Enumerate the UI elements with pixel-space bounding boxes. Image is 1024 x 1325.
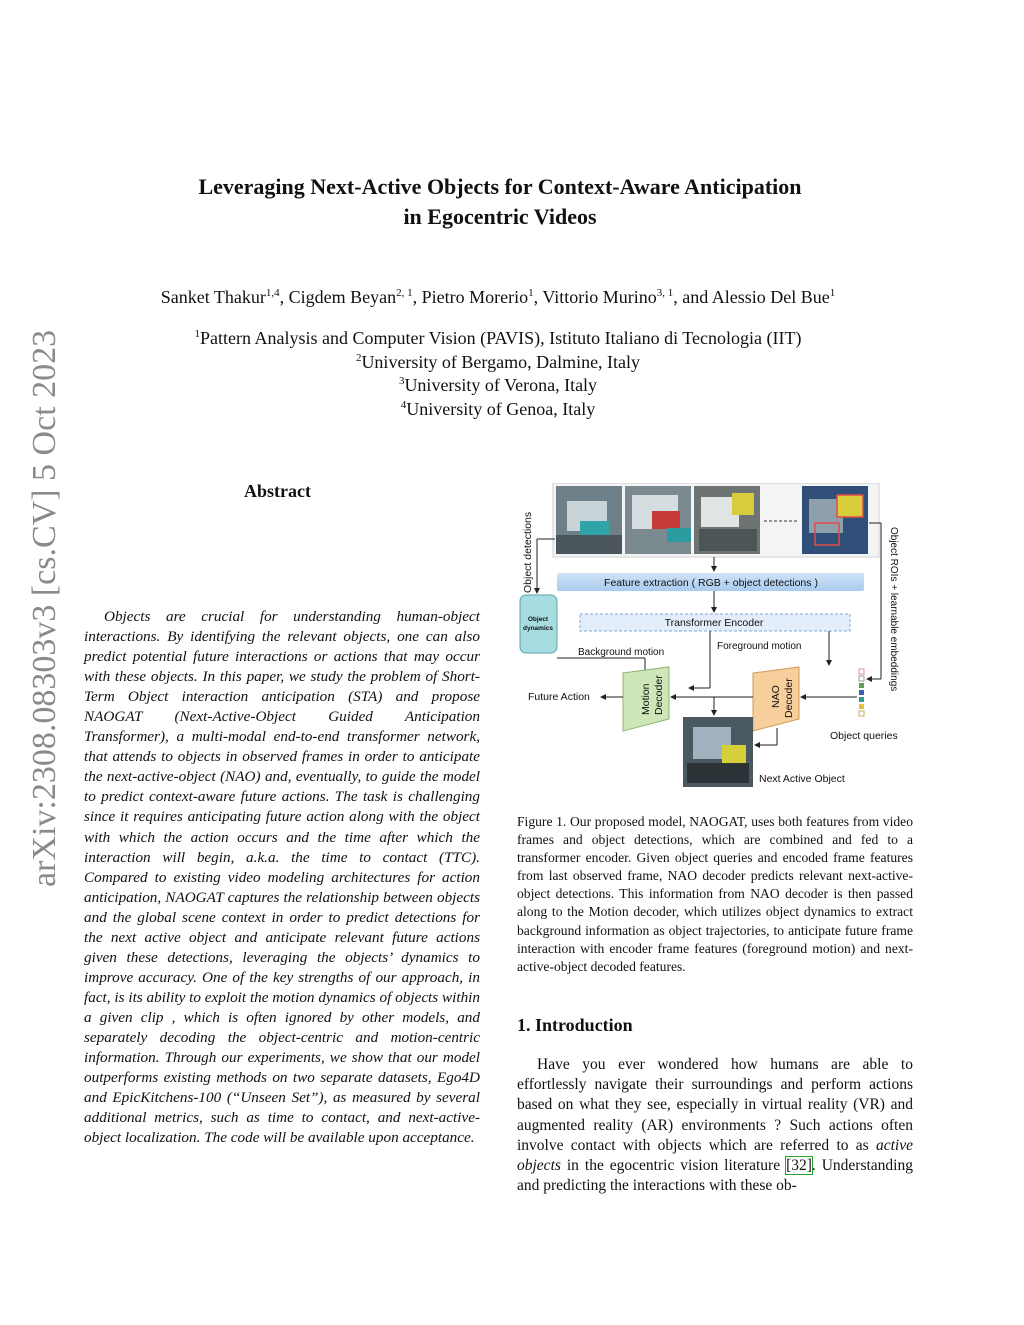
label-object-detections: Object detections (522, 511, 534, 593)
author-sup: 1 (528, 287, 534, 299)
input-frame-2 (625, 486, 691, 554)
affiliation-list (0, 327, 996, 421)
label-nao-decoder-2: Decoder (783, 678, 795, 718)
title-line-2: in Egocentric Videos (403, 204, 597, 229)
author-name: Sanket Thakur (160, 287, 266, 307)
author-sep: , (279, 287, 289, 307)
label-future-action: Future Action (528, 691, 590, 703)
label-foreground-motion: Foreground motion (717, 641, 802, 652)
author-sup: 3, 1 (656, 287, 674, 299)
label-object-queries: Object queries (830, 730, 898, 742)
affiliation-sup: 2 (355, 351, 362, 364)
affiliation-text: University of Verona, Italy (404, 375, 598, 395)
intro-heading: 1. Introduction (517, 1015, 633, 1035)
affiliation (0, 398, 996, 422)
label-object-rois: Object ROIs + learnable embeddings (888, 527, 899, 692)
author-sep: , (533, 287, 543, 307)
affiliation-text: University of Genoa, Italy (406, 398, 596, 419)
author-sep: , (412, 287, 422, 307)
author-sup: 2, 1 (396, 287, 413, 299)
intro-text-1: Have you ever wondered how humans are able to effortlessly navigate their surroundings and perform actions based on what they see, especially in virtual reality (VR) and augmented reality (AR) environments ? Such actions often involve contact with objects which are referred to as (517, 1056, 913, 1154)
label-next-active-object: Next Active Object (759, 773, 845, 785)
input-frame-1 (556, 486, 622, 554)
author-sup: 1 (829, 287, 836, 299)
arxiv-side-stamp: arXiv:2308.08303v3 [cs.CV] 5 Oct 2023 (26, 329, 63, 887)
label-nao-decoder-1: NAO (770, 685, 782, 708)
affiliation (0, 374, 996, 398)
affiliation-sup: 1 (194, 328, 201, 340)
intro-emphasis: active objects (517, 1136, 913, 1175)
label-motion-decoder-1: Motion (640, 683, 652, 715)
next-active-object-frame (683, 717, 753, 787)
intro-paragraph (517, 1055, 913, 1196)
author-sep: , and (673, 287, 712, 307)
paper-title (0, 172, 1000, 232)
author-sup: 1,4 (265, 287, 280, 299)
object-dynamics-block (520, 595, 557, 653)
intro-text-2: in the egocentric vision literature (560, 1157, 787, 1175)
label-transformer-encoder: Transformer Encoder (664, 617, 764, 629)
figure-1-diagram (517, 483, 914, 795)
affiliation (0, 351, 996, 375)
label-object-dynamics-1: Object (527, 616, 549, 623)
input-frame-3 (694, 486, 760, 554)
abstract-heading: Abstract (244, 481, 311, 501)
abstract-body: Objects are crucial for understanding human-object interactions. By identifying the relevant objects, one can also predict potential future interactions or actions that may occur with these objects. In this paper, we study the problem of Short-Term Object interaction anticipation (STA) and propose NAOGAT (Next-Active-Object Guided Anticipation Transformer), a multi-modal end-to-end transformer network, that attends to objects in observed frames in order to anticipate the next-active-object (NAO) and, eventually, to guide the model to predict context-aware future actions. The task is challenging since it requires anticipating future action along with the object with which the action occurs and the time after which the interaction will begin, a.k.a. the time to contact (TTC). Compared to existing video modeling architectures for action anticipation, NAOGAT captures the relationship between objects and the global scene context in order to predict detections for the next active object and anticipate relevant future actions given these detections, leveraging the objects’ dynamics to improve accuracy. One of the key strengths of our approach, in fact, is its ability to exploit the motion dynamics of objects within a given clip , which is often ignored by other models, and separately decoding the object-centric and motion-centric information. Through our experiments, we show that our model outperforms existing methods on two separate datasets, Ego4D and EpicKitchens-100 (“Unseen Set”), as measured by several additional metrics, such as time to contact, and next-active-object localization. The code will be available upon acceptance. (84, 608, 480, 1147)
author-name: Pietro Morerio (421, 287, 529, 307)
author-name: Vittorio Murino (542, 287, 657, 307)
author-list (0, 285, 996, 309)
affiliation-sup: 3 (398, 375, 405, 387)
affiliation (0, 327, 996, 351)
label-background-motion: Background motion (578, 647, 665, 658)
affiliation-text: University of Bergamo, Dalmine, Italy (361, 351, 641, 372)
intro-text-3: . Understanding and predicting the interactions with these ob- (517, 1157, 913, 1195)
figure-1-caption: Figure 1. Our proposed model, NAOGAT, uses both features from video frames and object detections, which are combined and fed to a transformer encoder. Given object queries and encoded frame features from last observed frame, NAO decoder predicts relevant next-active-object detections. This information from NAO decoder is then passed along to the Motion decoder, which utilizes object dynamics to extract background information as object trajectories, to anticipate future frame interaction with encoder frame features (foreground motion) and next-active-object decoded features. (517, 814, 913, 974)
title-line-1: Leveraging Next-Active Objects for Context-Aware Anticipation (198, 174, 802, 199)
affiliation-text: Pattern Analysis and Computer Vision (PAVIS), Istituto Italiano di Tecnologia (IIT) (200, 328, 802, 348)
author-name: Alessio Del Bue (711, 287, 830, 307)
label-feature-extraction: Feature extraction ( RGB + object detections ) (604, 577, 818, 589)
affiliation-sup: 4 (400, 398, 407, 411)
citation-link[interactable]: [32] (786, 1157, 812, 1175)
author-name: Cigdem Beyan (288, 287, 397, 307)
label-motion-decoder-2: Decoder (653, 675, 665, 715)
object-queries-stack (859, 669, 864, 716)
input-frame-4 (802, 486, 868, 554)
label-object-dynamics-2: dynamics (523, 625, 553, 632)
